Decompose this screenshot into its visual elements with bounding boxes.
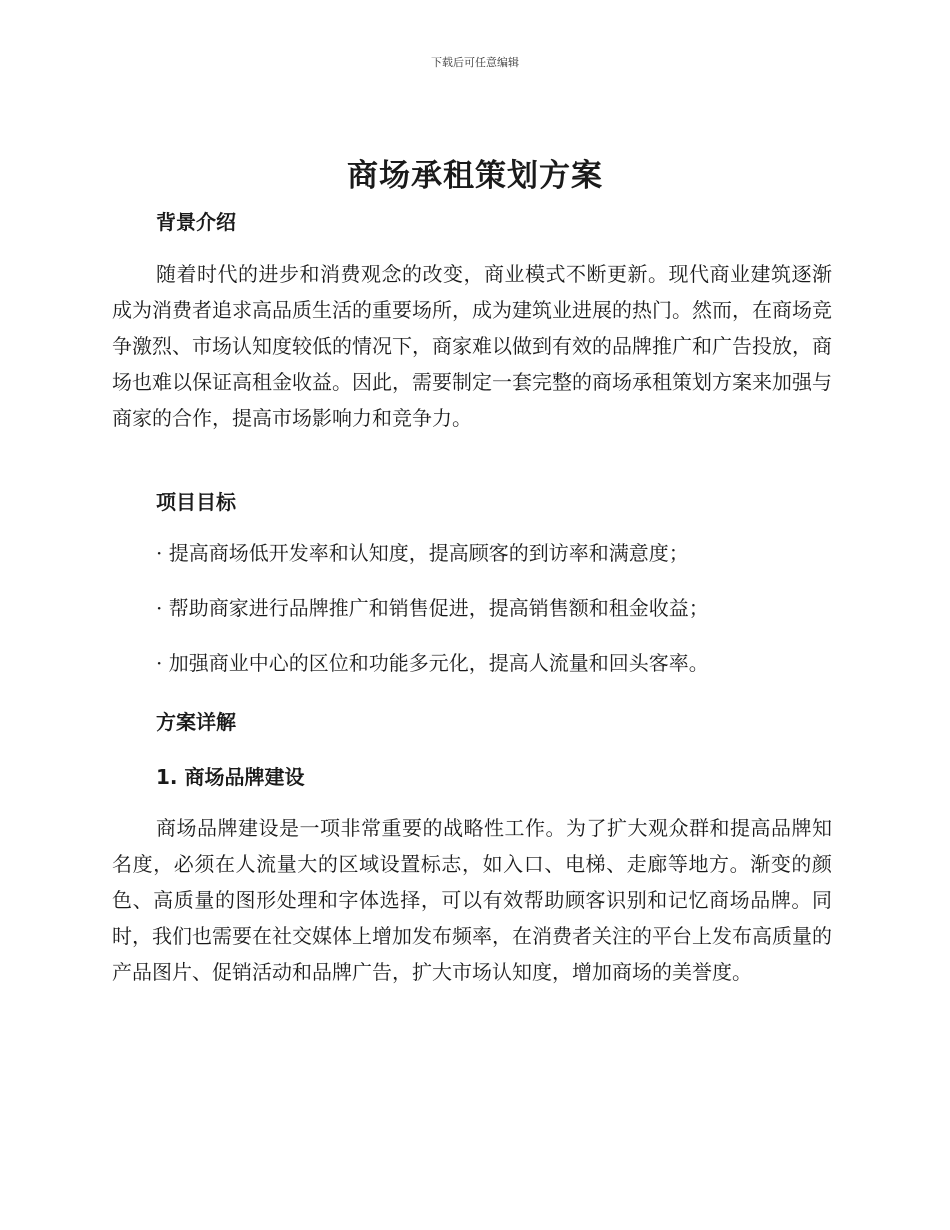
document-title: 商场承租策划方案 (347, 158, 603, 194)
paragraph-background: 随着时代的进步和消费观念的改变，商业模式不断更新。现代商业建筑逐渐成为消费者追求高品质生活的重要场所，成为建筑业进展的热门。然而，在商场竞争激烈、市场认知度较低的情况下，商家难以做到有效的品牌推广和广告投放，商场也难以保证高租金收益。因此，需要制定一套完整的商场承租策划方案来加强与商家的合作，提高市场影响力和竞争力。 (112, 262, 832, 430)
section-heading-goals: 项目目标 (156, 490, 236, 514)
paragraph-brand: 商场品牌建设是一项非常重要的战略性工作。为了扩大观众群和提高品牌知名度，必须在人流量大的区域设置标志，如入口、电梯、走廊等地方。渐变的颜色、高质量的图形处理和字体选择，可以有效帮助顾客识别和记忆商场品牌。同时，我们也需要在社交媒体上增加发布频率，在消费者关注的平台上发布高质量的产品图片、促销活动和品牌广告，扩大市场认知度，增加商场的美誉度。 (112, 816, 832, 984)
section-heading-background: 背景介绍 (156, 210, 236, 234)
list-item-goal-3: · 加强商业中心的区位和功能多元化，提高人流量和回头客率。 (156, 651, 709, 675)
subsection-heading-brand: 1. 商场品牌建设 (156, 765, 305, 789)
list-item-goal-1: · 提高商场低开发率和认知度，提高顾客的到访率和满意度； (156, 541, 689, 565)
section-heading-plan: 方案详解 (156, 710, 236, 734)
list-item-goal-2: · 帮助商家进行品牌推广和销售促进，提高销售额和租金收益； (156, 596, 709, 620)
header-note: 下载后可任意编辑 (431, 56, 519, 69)
